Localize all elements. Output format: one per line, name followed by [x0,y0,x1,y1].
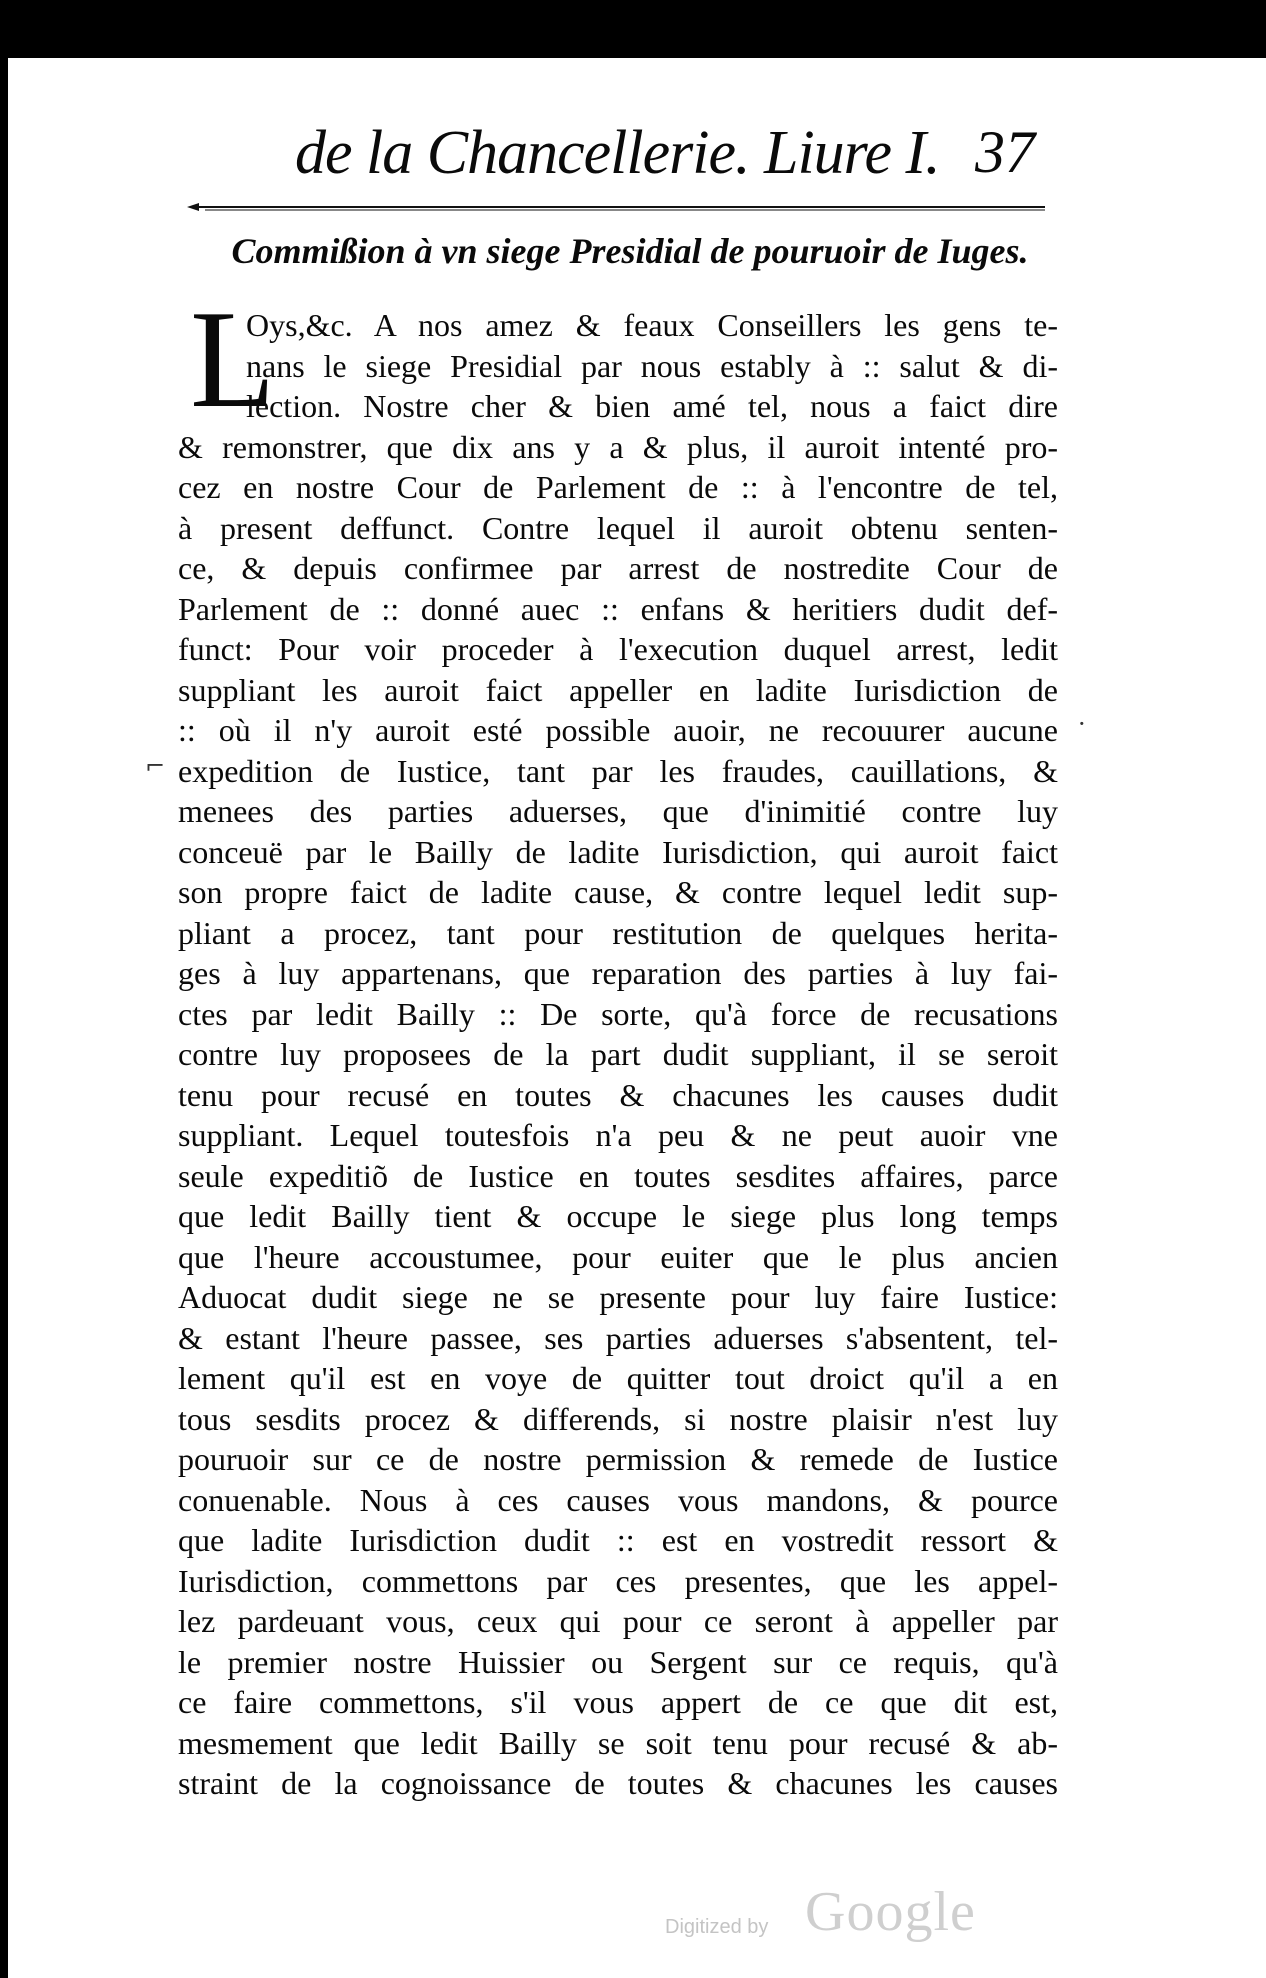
page-number: 37 [975,119,1035,185]
page-header [255,118,1055,198]
text-line: que ledit Bailly tient & occupe le siege plus long temps [178,1198,1058,1234]
text-line: pliant a procez, tant pour restitution de quelques herita- [178,914,1058,951]
text-line: straint de la cognoissance de toutes & chacunes les causes [178,1765,1058,1801]
text-line: ce, & depuis confirmee par arrest de nostredite Cour de [178,550,1058,586]
text-line: suppliant. Lequel toutesfois n'a peu & ne peut auoir vne [178,1117,1058,1153]
text-line: cez en nostre Cour de Parlement de :: à l'encontre de tel, [178,469,1058,505]
text-line: expedition de Iustice, tant par les fraudes, cauillations, & [178,752,1058,789]
text-line: menees des parties aduerses, que d'inimitié contre luy [178,793,1058,829]
text-line: ce faire commettons, s'il vous appert de ce que dit est, [178,1684,1058,1720]
text-line: le premier nostre Huissier ou Sergent sur ce requis, qu'à [178,1643,1058,1680]
text-line: Parlement de :: donné auec :: enfans & heritiers dudit def- [178,590,1058,627]
text-line: nans le siege Presidial par nous estably à :: salut & di- [246,347,1058,384]
google-logo: Google [805,1881,976,1943]
text-line: à present deffunct. Contre lequel il auroit obtenu senten- [178,509,1058,546]
text-line: Oys,&c. A nos amez & feaux Conseillers les gens te- [246,307,1058,343]
text-line: mesmement que ledit Bailly se soit tenu pour recusé & ab- [178,1724,1058,1761]
text-line: que ladite Iurisdiction dudit :: est en vostredit ressort & [178,1522,1058,1558]
text-line: ctes par ledit Bailly :: De sorte, qu'à force de recusations [178,995,1058,1032]
text-line: funct: Pour voir proceder à l'execution duquel arrest, ledit [178,631,1058,667]
text-line: lement qu'il est en voye de quitter tout droict qu'il a en [178,1360,1058,1396]
text-line: seule expeditiõ de Iustice en toutes sesdites affaires, parce [178,1157,1058,1194]
text-line: suppliant les auroit faict appeller en ladite Iurisdiction de [178,671,1058,708]
margin-mark: · [1078,710,1086,738]
body-text [178,305,1058,1804]
text-line: lez pardeuant vous, ceux qui pour ce seront à appeller par [178,1603,1058,1639]
scan-top-border [0,0,1266,58]
text-line: contre luy proposees de la part dudit suppliant, il se seroit [178,1036,1058,1072]
text-line: tenu pour recusé en toutes & chacunes les causes dudit [178,1076,1058,1113]
text-line: conceuë par le Bailly de ladite Iurisdiction, qui auroit faict [178,833,1058,870]
drop-cap: L [190,282,276,437]
text-line: Iurisdiction, commettons par ces presentes, que les appel- [178,1562,1058,1599]
text-line: :: où il n'y auroit esté possible auoir, ne recouurer aucune [178,712,1058,748]
text-line: conuenable. Nous à ces causes vous mandons, & pource [178,1481,1058,1518]
text-line: & estant l'heure passee, ses parties aduerses s'absentent, tel- [178,1319,1058,1356]
text-line: ges à luy appartenans, que reparation des parties à luy fai- [178,955,1058,991]
document-title: Commißion à vn siege Presidial de pouruoir de Iuges. [231,231,1029,271]
text-line: que l'heure accoustumee, pour euiter que le plus ancien [178,1238,1058,1275]
text-line: son propre faict de ladite cause, & contre lequel ledit sup- [178,874,1058,910]
header-rule [185,200,1055,214]
running-head: de la Chancellerie. Liure I. [295,119,940,187]
text-line: Aduocat dudit siege ne se presente pour luy faire Iustice: [178,1279,1058,1315]
watermark-prefix: Digitized by [665,1916,769,1938]
scan-left-border [0,0,8,1978]
text-line: pouruoir sur ce de nostre permission & remede de Iustice [178,1441,1058,1477]
digitized-watermark [665,1880,1005,1950]
text-line: & remonstrer, que dix ans y a & plus, il auroit intenté pro- [178,428,1058,465]
margin-mark: ⌐ [145,752,166,780]
text-line: tous sesdits procez & differends, si nostre plaisir n'est luy [178,1400,1058,1437]
text-line: lection. Nostre cher & bien amé tel, nous a faict dire [246,388,1058,424]
